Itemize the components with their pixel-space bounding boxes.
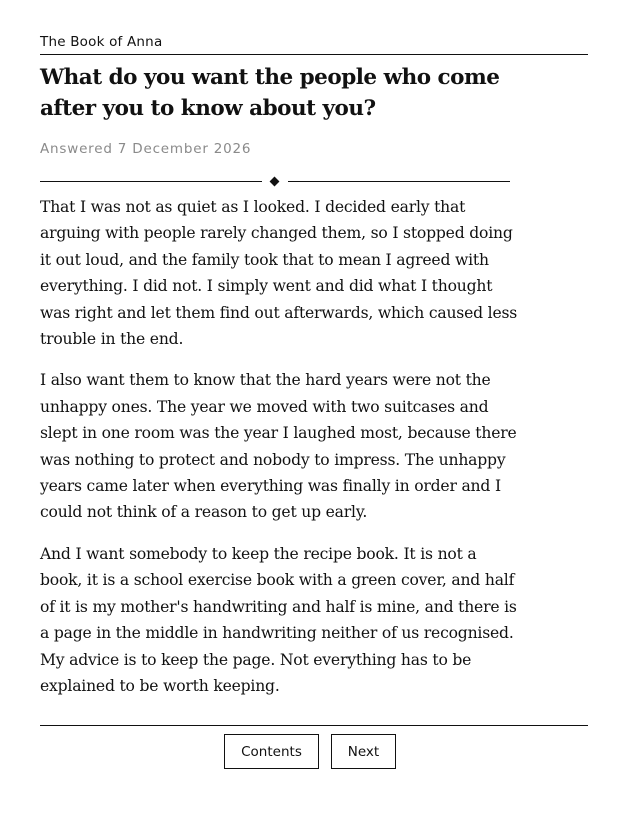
divider-line-left [40,181,262,182]
diamond-icon [270,177,280,187]
answered-date: Answered 7 December 2026 [40,141,252,157]
answer-paragraph: I also want them to know that the hard years were not the unhappy ones. The year we moved with two suitcases and slept in one room was the year I laughed most, because there was nothing to protect and nobody to impress. The unhappy years came later when everything was finally in order and I could not think of a reason to get up early. [40,371,517,522]
divider-line-right [288,181,510,182]
answer-body [40,194,520,714]
contents-button[interactable]: Contents [224,734,319,769]
ornamental-divider [40,173,510,191]
book-title: The Book of Anna [40,34,163,50]
header-rule [40,54,588,55]
answer-paragraph: And I want somebody to keep the recipe book. It is not a book, it is a school exercise book with a green cover, and half of it is my mother's handwriting and half is mine, and there is a page in the middle in handwriting neither of us recognised. My advice is to keep the page. Not everything has to be explained to be worth keeping. [40,544,517,695]
answer-paragraph: That I was not as quiet as I looked. I decided early that arguing with people rarely changed them, so I stopped doing it out loud, and the family took that to mean I agreed with everything. I did not. I simply went and did what I thought was right and let them find out afterwards, which caused less trouble in the end. [40,198,518,349]
page-navigation [224,734,396,769]
footer-rule [40,725,588,726]
question-heading: What do you want the people who come after you to know about you? [40,65,500,121]
next-button[interactable]: Next [331,734,396,769]
